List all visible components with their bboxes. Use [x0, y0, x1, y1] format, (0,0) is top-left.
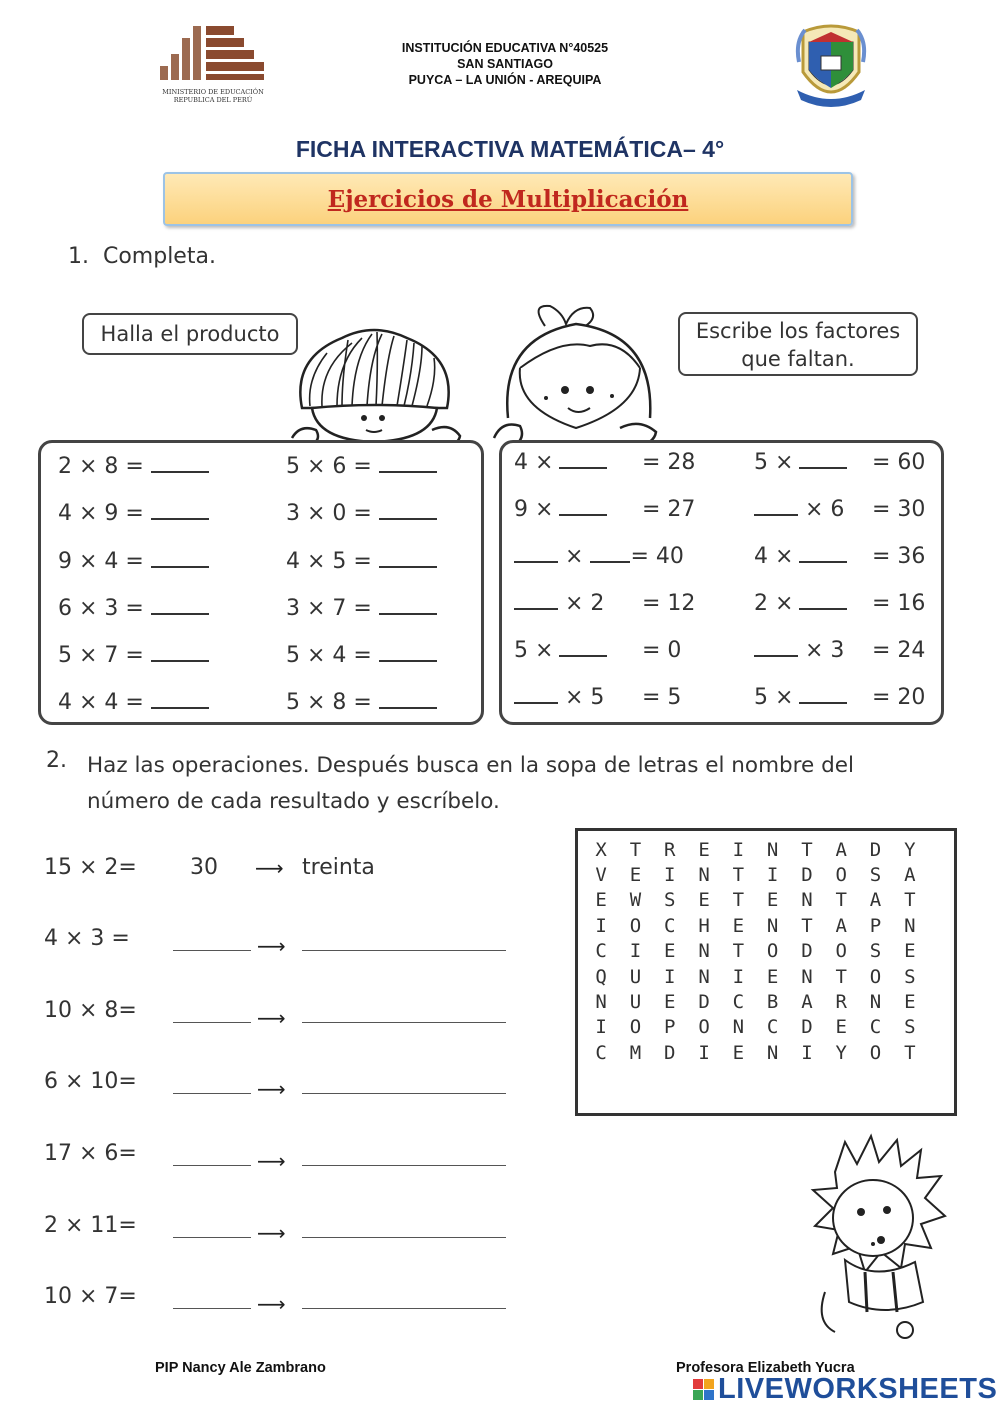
product-row: 5 × 6 = — [286, 453, 437, 500]
example-operation: 15 × 2= — [44, 855, 137, 880]
word-search-letter[interactable]: C — [766, 1016, 779, 1039]
result-blank[interactable] — [173, 1165, 251, 1166]
word-search-letter[interactable]: E — [595, 889, 607, 912]
arrow-icon: ⟶ — [257, 1077, 286, 1101]
school-info — [300, 40, 710, 88]
word-search-letter[interactable]: D — [801, 940, 813, 963]
word-search-letter[interactable]: N — [732, 1016, 745, 1039]
product-row: 3 × 7 = — [286, 595, 437, 642]
word-search-row — [584, 1015, 927, 1040]
factor-blank[interactable] — [514, 606, 558, 610]
word-search-letter[interactable]: E — [732, 914, 745, 937]
answer-blank[interactable] — [379, 516, 437, 520]
word-search-letter[interactable]: I — [732, 838, 745, 861]
word-search-grid — [575, 828, 957, 1116]
word-search-letter[interactable]: A — [904, 864, 916, 887]
operation-label: 2 × 11= — [44, 1213, 137, 1238]
word-search-letter[interactable]: C — [664, 914, 676, 937]
word-search-letter[interactable]: N — [766, 838, 779, 861]
word-search-letter[interactable]: I — [698, 1041, 710, 1064]
word-search-letter[interactable]: E — [664, 991, 676, 1014]
word-search-letter[interactable]: C — [595, 1041, 607, 1064]
word-search-letter[interactable]: E — [664, 940, 676, 963]
product-row: 5 × 8 = — [286, 689, 437, 736]
word-search-letter[interactable]: A — [801, 991, 813, 1014]
word-search-row — [584, 964, 927, 989]
word-search-letter[interactable]: O — [869, 1041, 882, 1064]
word-search-letter[interactable]: E — [766, 965, 779, 988]
result-blank[interactable] — [173, 1237, 251, 1238]
factor-row: × 2 = 12 — [514, 590, 604, 618]
factor-blank[interactable] — [799, 465, 847, 469]
section2-heading: Haz las operaciones. Después busca en la sopa de letras el nombre del número de cada resultado y escríbelo. — [87, 753, 854, 814]
word-search-letter[interactable]: S — [904, 1016, 916, 1039]
word-search-letter[interactable]: T — [904, 889, 916, 912]
word-search-letter[interactable]: I — [664, 965, 676, 988]
word-search-table — [584, 837, 927, 1066]
factor-row: 2 × = 16 — [754, 591, 926, 616]
operation-label: 10 × 7= — [44, 1284, 137, 1309]
word-search-letter[interactable]: A — [869, 889, 882, 912]
arrow-icon: ⟶ — [255, 856, 284, 880]
word-search-letter[interactable]: S — [904, 965, 916, 988]
subtitle: Ejercicios de Multiplicación — [327, 186, 689, 213]
ministry-logo-icon — [158, 24, 268, 84]
factor-blank[interactable] — [559, 512, 607, 516]
factor-blank[interactable] — [799, 559, 847, 563]
word-search-row — [584, 1040, 927, 1065]
word-search-letter[interactable]: I — [595, 914, 607, 937]
school-place: SAN SANTIAGO — [457, 57, 553, 71]
factor-row: 5 × = 60 — [754, 450, 926, 475]
word-blank[interactable] — [302, 1093, 506, 1094]
word-search-row — [584, 837, 927, 862]
word-search-letter[interactable]: N — [698, 940, 710, 963]
word-search-letter[interactable]: C — [732, 991, 745, 1014]
product-row: 4 × 5 = — [286, 548, 437, 595]
word-blank[interactable] — [302, 1022, 506, 1023]
result-blank[interactable] — [173, 1093, 251, 1094]
word-search-letter[interactable]: E — [732, 1041, 745, 1064]
word-search-letter[interactable]: A — [835, 914, 847, 937]
cartoon-girl-icon — [490, 298, 665, 448]
word-search-letter[interactable]: N — [869, 991, 882, 1014]
answer-blank[interactable] — [151, 564, 209, 568]
word-search-letter[interactable]: T — [732, 864, 745, 887]
page-title: FICHA INTERACTIVA MATEMÁTICA– 4° — [295, 136, 725, 162]
result-blank[interactable] — [173, 950, 251, 951]
operation-label: 6 × 10= — [44, 1069, 137, 1094]
word-search-letter[interactable]: O — [835, 864, 847, 887]
factor-blank[interactable] — [590, 559, 630, 563]
product-row: 4 × 4 = — [58, 689, 209, 736]
word-search-letter[interactable]: D — [801, 864, 813, 887]
factor-row: × = 40 — [514, 543, 684, 571]
subtitle-banner — [163, 172, 853, 226]
word-blank[interactable] — [302, 950, 506, 951]
answer-blank[interactable] — [151, 658, 209, 662]
word-search-letter[interactable]: M — [629, 1041, 642, 1064]
product-row: 3 × 0 = — [286, 500, 437, 547]
section2-number: 2. — [46, 748, 67, 773]
word-search-letter[interactable]: O — [869, 965, 882, 988]
liveworksheets-logo-icon — [693, 1379, 714, 1400]
example-word: treinta — [302, 855, 375, 880]
word-search-letter[interactable]: I — [664, 864, 676, 887]
arrow-icon: ⟶ — [257, 1221, 286, 1245]
cartoon-boy-icon — [282, 318, 467, 446]
word-search-letter[interactable]: W — [629, 889, 642, 912]
factor-blank[interactable] — [514, 700, 558, 704]
word-search-letter[interactable]: N — [801, 965, 813, 988]
school-location: PUYCA – LA UNIÓN - AREQUIPA — [408, 73, 602, 87]
answer-blank[interactable] — [379, 658, 437, 662]
factor-blank[interactable] — [754, 653, 798, 657]
answer-blank[interactable] — [379, 705, 437, 709]
word-search-letter[interactable]: A — [835, 838, 847, 861]
operation-label: 10 × 8= — [44, 998, 137, 1023]
word-blank[interactable] — [302, 1308, 506, 1309]
factor-blank[interactable] — [559, 465, 607, 469]
word-search-letter[interactable]: E — [698, 838, 710, 861]
word-search-letter[interactable]: O — [698, 1016, 710, 1039]
example-result: 30 — [190, 855, 218, 880]
factor-row: 9 × = 27 — [514, 497, 696, 522]
arrow-icon: ⟶ — [257, 934, 286, 958]
factor-blank[interactable] — [799, 700, 847, 704]
footer-author-left: PIP Nancy Ale Zambrano — [155, 1360, 326, 1376]
word-blank[interactable] — [302, 1237, 506, 1238]
word-search-letter[interactable]: N — [595, 991, 607, 1014]
word-search-letter[interactable]: N — [698, 965, 710, 988]
word-search-letter[interactable]: T — [801, 914, 813, 937]
word-search-row — [584, 939, 927, 964]
word-search-letter[interactable]: D — [869, 838, 882, 861]
word-search-letter[interactable]: R — [835, 991, 847, 1014]
word-search-letter[interactable]: T — [629, 838, 642, 861]
answer-blank[interactable] — [379, 611, 437, 615]
word-search-letter[interactable]: D — [698, 991, 710, 1014]
product-col-1 — [58, 453, 209, 737]
arrow-icon: ⟶ — [257, 1149, 286, 1173]
word-search-letter[interactable]: I — [766, 864, 779, 887]
factor-row: 5 × = 0 — [514, 638, 682, 663]
word-search-letter[interactable]: P — [664, 1016, 676, 1039]
word-search-letter[interactable]: D — [801, 1016, 813, 1039]
word-search-letter[interactable]: N — [766, 914, 779, 937]
word-search-letter[interactable]: S — [869, 864, 882, 887]
school-name: INSTITUCIÓN EDUCATIVA N°40525 — [401, 41, 609, 55]
footer-author-right: Profesora Elizabeth Yucra — [676, 1360, 855, 1376]
word-search-row — [584, 913, 927, 938]
word-search-letter[interactable]: X — [595, 838, 607, 861]
answer-blank[interactable] — [379, 469, 437, 473]
word-blank[interactable] — [302, 1165, 506, 1166]
word-search-letter[interactable]: N — [801, 889, 813, 912]
liveworksheets-logo[interactable] — [693, 1373, 997, 1405]
speech-bubble-right: Escribe los factores que faltan. — [678, 312, 918, 376]
product-row: 5 × 7 = — [58, 642, 209, 689]
word-search-letter[interactable]: E — [698, 889, 710, 912]
word-search-letter[interactable]: C — [595, 940, 607, 963]
word-search-letter[interactable]: E — [766, 889, 779, 912]
word-search-letter[interactable]: E — [629, 864, 642, 887]
word-search-letter[interactable]: B — [766, 991, 779, 1014]
word-search-letter[interactable]: O — [629, 1016, 642, 1039]
liveworksheets-brand: LIVEWORKSHEETS — [718, 1372, 998, 1405]
answer-blank[interactable] — [151, 611, 209, 615]
word-search-letter[interactable]: N — [904, 914, 916, 937]
answer-blank[interactable] — [151, 516, 209, 520]
factor-row: × 5 = 5 — [514, 684, 604, 712]
answer-blank[interactable] — [151, 469, 209, 473]
word-search-letter[interactable]: I — [629, 940, 642, 963]
answer-blank[interactable] — [379, 564, 437, 568]
result-blank[interactable] — [173, 1308, 251, 1309]
word-search-row — [584, 862, 927, 887]
operation-label: 4 × 3 = — [44, 926, 130, 951]
word-search-letter[interactable]: T — [732, 889, 745, 912]
operation-label: 17 × 6= — [44, 1141, 137, 1166]
product-row: 5 × 4 = — [286, 642, 437, 689]
word-search-letter[interactable]: R — [664, 838, 676, 861]
word-search-letter[interactable]: Y — [835, 1041, 847, 1064]
result-blank[interactable] — [173, 1022, 251, 1023]
factor-row: 4 × = 36 — [754, 544, 926, 569]
word-search-letter[interactable]: E — [835, 1016, 847, 1039]
product-col-2 — [286, 453, 437, 737]
word-search-letter[interactable]: S — [869, 940, 882, 963]
word-search-letter[interactable]: C — [869, 1016, 882, 1039]
factor-row: × 3 = 24 — [754, 637, 844, 665]
product-row: 4 × 9 = — [58, 500, 209, 547]
section1-heading: 1. Completa. — [68, 244, 216, 269]
word-search-letter[interactable]: Y — [904, 838, 916, 861]
word-search-letter[interactable]: T — [904, 1041, 916, 1064]
word-search-letter[interactable]: H — [698, 914, 710, 937]
word-search-letter[interactable]: I — [595, 1016, 607, 1039]
product-row: 2 × 8 = — [58, 453, 209, 500]
word-search-letter[interactable]: N — [766, 1041, 779, 1064]
ministry-logo-caption: MINISTERIO DE EDUCACIÓN REPUBLICA DEL PERÚ — [162, 88, 264, 104]
word-search-letter[interactable]: N — [698, 864, 710, 887]
word-search-row — [584, 888, 927, 913]
cartoon-child-icon — [805, 1132, 955, 1342]
product-row: 6 × 3 = — [58, 595, 209, 642]
arrow-icon: ⟶ — [257, 1292, 286, 1316]
school-crest-icon — [795, 22, 867, 112]
word-search-letter[interactable]: E — [904, 940, 916, 963]
word-search-letter[interactable]: E — [904, 991, 916, 1014]
word-search-letter[interactable]: U — [629, 965, 642, 988]
factor-row: × 6 = 30 — [754, 496, 844, 524]
factor-blank[interactable] — [559, 653, 607, 657]
factor-exercise-box — [499, 440, 944, 725]
ministry-logo — [158, 24, 268, 109]
word-search-letter[interactable]: O — [629, 914, 642, 937]
speech-bubble-left: Halla el producto — [82, 313, 298, 355]
factor-blank[interactable] — [754, 512, 798, 516]
word-search-letter[interactable]: I — [801, 1041, 813, 1064]
arrow-icon: ⟶ — [257, 1006, 286, 1030]
answer-blank[interactable] — [151, 705, 209, 709]
word-search-letter[interactable]: V — [595, 864, 607, 887]
word-search-letter[interactable]: T — [835, 889, 847, 912]
factor-row: 4 × = 28 — [514, 450, 696, 475]
word-search-letter[interactable]: T — [732, 940, 745, 963]
factor-blank[interactable] — [514, 559, 558, 563]
factor-row: 5 × = 20 — [754, 685, 926, 710]
factor-blank[interactable] — [799, 606, 847, 610]
word-search-letter[interactable]: U — [629, 991, 642, 1014]
word-search-letter[interactable]: S — [664, 889, 676, 912]
word-search-letter[interactable]: O — [835, 940, 847, 963]
word-search-letter[interactable]: P — [869, 914, 882, 937]
word-search-letter[interactable]: I — [732, 965, 745, 988]
word-search-letter[interactable]: D — [664, 1041, 676, 1064]
word-search-letter[interactable]: O — [766, 940, 779, 963]
word-search-letter[interactable]: T — [835, 965, 847, 988]
word-search-letter[interactable]: Q — [595, 965, 607, 988]
product-row: 9 × 4 = — [58, 548, 209, 595]
word-search-letter[interactable]: T — [801, 838, 813, 861]
word-search-row — [584, 989, 927, 1014]
